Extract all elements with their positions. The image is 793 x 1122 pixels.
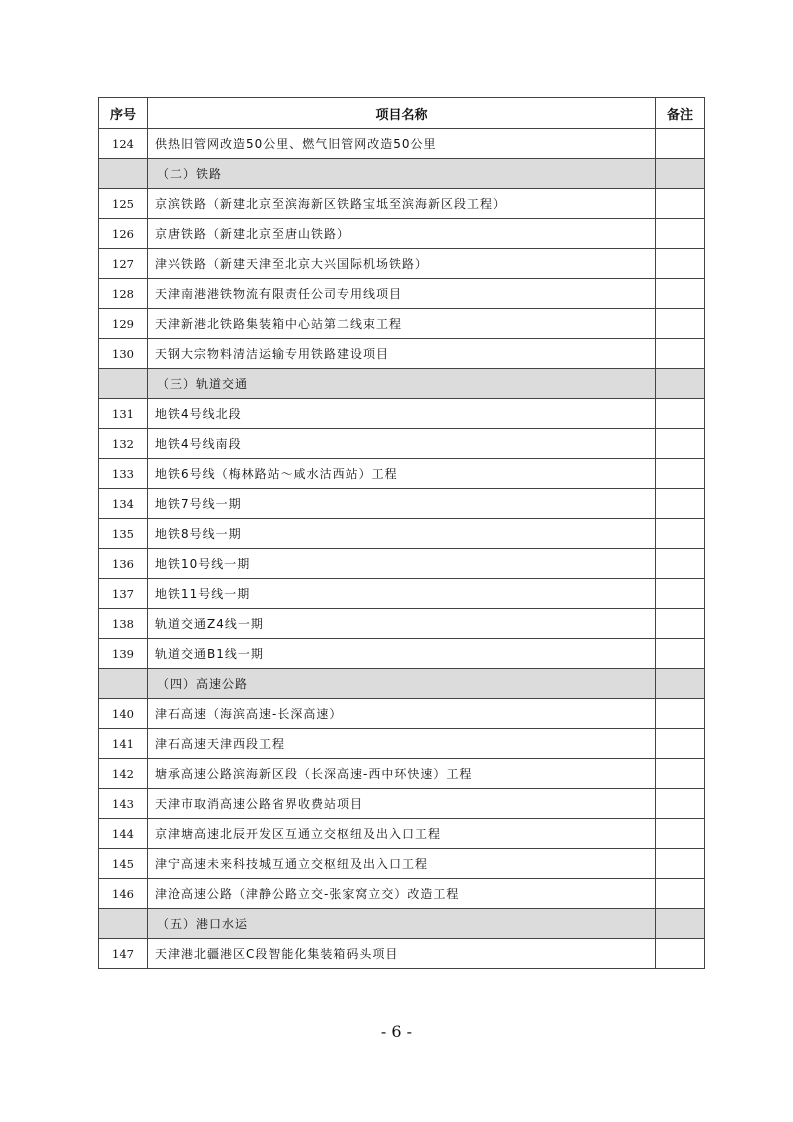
project-name-cell: 京唐铁路（新建北京至唐山铁路） bbox=[148, 219, 656, 249]
table-row bbox=[99, 699, 705, 729]
table-row bbox=[99, 579, 705, 609]
serial-number-cell: 143 bbox=[99, 789, 148, 819]
project-name-cell: 津宁高速未来科技城互通立交枢纽及出入口工程 bbox=[148, 849, 656, 879]
project-name-cell: 地铁10号线一期 bbox=[148, 549, 656, 579]
remarks-cell bbox=[656, 849, 705, 879]
table-row bbox=[99, 219, 705, 249]
header-remarks: 备注 bbox=[656, 98, 705, 129]
serial-number-cell: 136 bbox=[99, 549, 148, 579]
serial-number-cell bbox=[99, 669, 148, 699]
remarks-cell bbox=[656, 609, 705, 639]
section-header-row bbox=[99, 669, 705, 699]
remarks-cell bbox=[656, 489, 705, 519]
header-project-name: 项目名称 bbox=[148, 98, 656, 129]
project-name-cell: 天津新港北铁路集装箱中心站第二线束工程 bbox=[148, 309, 656, 339]
remarks-cell bbox=[656, 939, 705, 969]
remarks-cell bbox=[656, 399, 705, 429]
project-name-cell: 轨道交通B1线一期 bbox=[148, 639, 656, 669]
serial-number-cell: 134 bbox=[99, 489, 148, 519]
project-name-cell: 津沧高速公路（津静公路立交-张家窝立交）改造工程 bbox=[148, 879, 656, 909]
section-title-cell: （三）轨道交通 bbox=[148, 369, 656, 399]
project-name-cell: 京滨铁路（新建北京至滨海新区铁路宝坻至滨海新区段工程） bbox=[148, 189, 656, 219]
table-row bbox=[99, 399, 705, 429]
table-row bbox=[99, 879, 705, 909]
remarks-cell bbox=[656, 699, 705, 729]
serial-number-cell: 145 bbox=[99, 849, 148, 879]
project-name-cell: 供热旧管网改造50公里、燃气旧管网改造50公里 bbox=[148, 129, 656, 159]
remarks-cell bbox=[656, 279, 705, 309]
remarks-cell bbox=[656, 729, 705, 759]
table-row bbox=[99, 489, 705, 519]
table-row bbox=[99, 849, 705, 879]
remarks-cell bbox=[656, 639, 705, 669]
remarks-cell bbox=[656, 129, 705, 159]
section-title-cell: （四）高速公路 bbox=[148, 669, 656, 699]
project-name-cell: 地铁8号线一期 bbox=[148, 519, 656, 549]
project-table bbox=[98, 97, 705, 969]
project-name-cell: 津兴铁路（新建天津至北京大兴国际机场铁路） bbox=[148, 249, 656, 279]
remarks-cell bbox=[656, 189, 705, 219]
project-name-cell: 地铁6号线（梅林路站～咸水沽西站）工程 bbox=[148, 459, 656, 489]
table-body bbox=[99, 129, 705, 969]
serial-number-cell: 139 bbox=[99, 639, 148, 669]
project-name-cell: 天钢大宗物料清洁运输专用铁路建设项目 bbox=[148, 339, 656, 369]
remarks-cell bbox=[656, 309, 705, 339]
table-row bbox=[99, 429, 705, 459]
serial-number-cell: 142 bbox=[99, 759, 148, 789]
remarks-cell bbox=[656, 579, 705, 609]
serial-number-cell: 141 bbox=[99, 729, 148, 759]
table-row bbox=[99, 939, 705, 969]
remarks-cell bbox=[656, 879, 705, 909]
serial-number-cell: 137 bbox=[99, 579, 148, 609]
project-name-cell: 地铁4号线北段 bbox=[148, 399, 656, 429]
table-row bbox=[99, 189, 705, 219]
remarks-cell bbox=[656, 549, 705, 579]
serial-number-cell: 131 bbox=[99, 399, 148, 429]
header-serial-number: 序号 bbox=[99, 98, 148, 129]
table-row bbox=[99, 339, 705, 369]
section-title-cell: （二）铁路 bbox=[148, 159, 656, 189]
section-header-row bbox=[99, 159, 705, 189]
section-header-row bbox=[99, 369, 705, 399]
remarks-cell bbox=[656, 159, 705, 189]
table-row bbox=[99, 279, 705, 309]
remarks-cell bbox=[656, 909, 705, 939]
table-row bbox=[99, 309, 705, 339]
table-row bbox=[99, 129, 705, 159]
table-row bbox=[99, 639, 705, 669]
serial-number-cell: 129 bbox=[99, 309, 148, 339]
project-name-cell: 轨道交通Z4线一期 bbox=[148, 609, 656, 639]
serial-number-cell: 124 bbox=[99, 129, 148, 159]
serial-number-cell bbox=[99, 909, 148, 939]
section-title-cell: （五）港口水运 bbox=[148, 909, 656, 939]
table-row bbox=[99, 609, 705, 639]
project-name-cell: 津石高速（海滨高速-长深高速） bbox=[148, 699, 656, 729]
project-name-cell: 津石高速天津西段工程 bbox=[148, 729, 656, 759]
project-name-cell: 地铁11号线一期 bbox=[148, 579, 656, 609]
serial-number-cell: 133 bbox=[99, 459, 148, 489]
table-row bbox=[99, 729, 705, 759]
table-row bbox=[99, 249, 705, 279]
page-number: - 6 - bbox=[380, 1022, 413, 1041]
remarks-cell bbox=[656, 369, 705, 399]
remarks-cell bbox=[656, 789, 705, 819]
table-row bbox=[99, 519, 705, 549]
serial-number-cell: 128 bbox=[99, 279, 148, 309]
project-name-cell: 天津港北疆港区C段智能化集装箱码头项目 bbox=[148, 939, 656, 969]
remarks-cell bbox=[656, 519, 705, 549]
project-name-cell: 京津塘高速北辰开发区互通立交枢纽及出入口工程 bbox=[148, 819, 656, 849]
serial-number-cell: 127 bbox=[99, 249, 148, 279]
serial-number-cell bbox=[99, 159, 148, 189]
serial-number-cell: 144 bbox=[99, 819, 148, 849]
project-name-cell: 塘承高速公路滨海新区段（长深高速-西中环快速）工程 bbox=[148, 759, 656, 789]
table-header-row bbox=[99, 98, 705, 129]
project-name-cell: 天津市取消高速公路省界收费站项目 bbox=[148, 789, 656, 819]
serial-number-cell: 135 bbox=[99, 519, 148, 549]
remarks-cell bbox=[656, 819, 705, 849]
serial-number-cell: 140 bbox=[99, 699, 148, 729]
section-header-row bbox=[99, 909, 705, 939]
remarks-cell bbox=[656, 669, 705, 699]
serial-number-cell: 146 bbox=[99, 879, 148, 909]
table-row bbox=[99, 819, 705, 849]
serial-number-cell: 132 bbox=[99, 429, 148, 459]
serial-number-cell: 147 bbox=[99, 939, 148, 969]
project-name-cell: 天津南港港铁物流有限责任公司专用线项目 bbox=[148, 279, 656, 309]
serial-number-cell: 125 bbox=[99, 189, 148, 219]
project-name-cell: 地铁7号线一期 bbox=[148, 489, 656, 519]
remarks-cell bbox=[656, 249, 705, 279]
table-row bbox=[99, 789, 705, 819]
remarks-cell bbox=[656, 459, 705, 489]
serial-number-cell: 130 bbox=[99, 339, 148, 369]
remarks-cell bbox=[656, 219, 705, 249]
table-row bbox=[99, 459, 705, 489]
project-name-cell: 地铁4号线南段 bbox=[148, 429, 656, 459]
serial-number-cell bbox=[99, 369, 148, 399]
table-row bbox=[99, 759, 705, 789]
serial-number-cell: 138 bbox=[99, 609, 148, 639]
remarks-cell bbox=[656, 759, 705, 789]
remarks-cell bbox=[656, 339, 705, 369]
serial-number-cell: 126 bbox=[99, 219, 148, 249]
table-row bbox=[99, 549, 705, 579]
remarks-cell bbox=[656, 429, 705, 459]
